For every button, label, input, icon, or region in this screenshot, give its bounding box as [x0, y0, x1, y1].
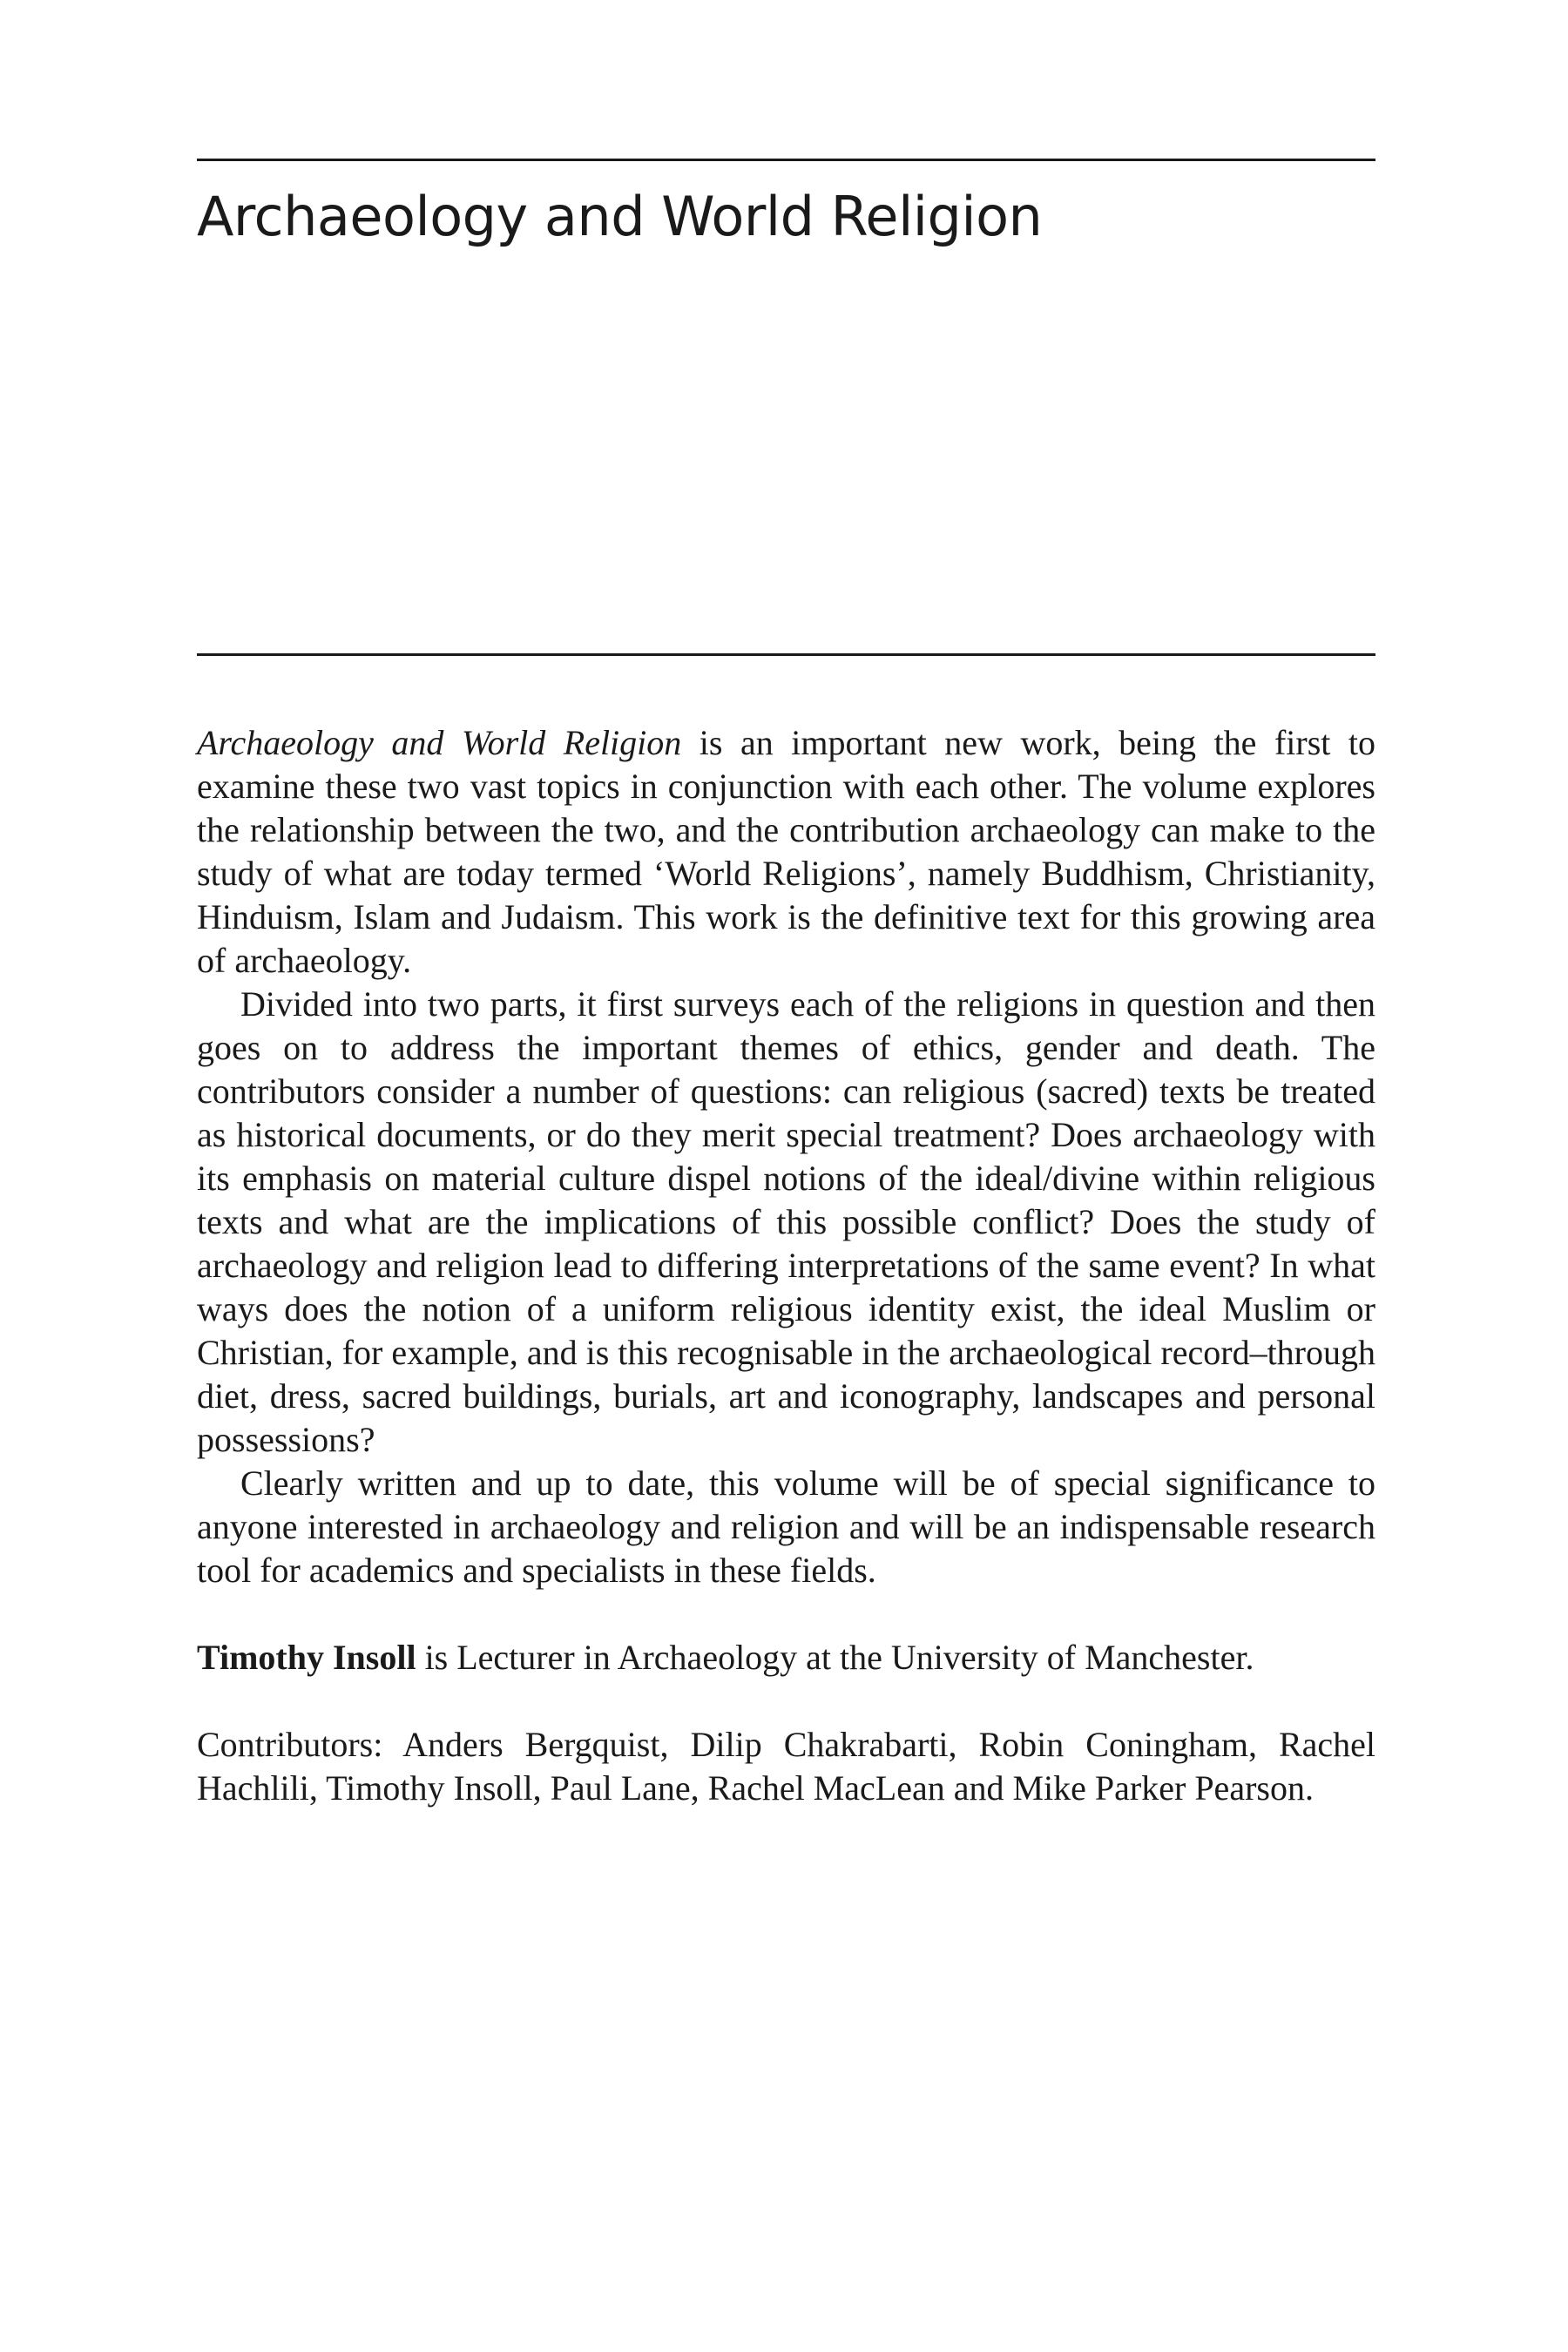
page-title: Archaeology and World Religion: [197, 185, 1043, 248]
bottom-rule: [197, 653, 1375, 656]
blurb-paragraph-1-text: is an important new work, being the first to examine these two vast topics in conjunction with each other. The volume explores the relationship between the two, and the contribution archaeology can make to the study of what are today termed ‘World Religions’, namely Buddhism, Christianity, Hinduism, Islam and Judaism. This work is the definitive text for this growing area of archaeology.: [197, 723, 1376, 980]
blurb-text: [197, 721, 1375, 1810]
author-name: Timothy Insoll: [197, 1638, 416, 1677]
top-rule: [197, 159, 1375, 161]
blurb-paragraph-2: Divided into two parts, it first surveys each of the religions in question and then goes on to address the important themes of ethics, gender and death. The contributors consider a number of questions: can religious (sacred) texts be treated as historical documents, or do they merit special treatment? Does archaeology with its emphasis on material culture dispel notions of the ideal/divine within religious texts and what are the implications of this possible conflict? Does the study of archaeology and religion lead to differing interpretations of the same event? In what ways does the notion of a uniform religious identity exist, the ideal Muslim or Christian, for example, and is this recognisable in the archaeological record–through diet, dress, sacred buildings, burials, art and iconography, landscapes and personal possessions?: [197, 984, 1375, 1459]
author-note: [197, 1636, 1375, 1680]
contributors-list: Contributors: Anders Bergquist, Dilip Chakrabarti, Robin Coningham, Rachel Hachlili, Timothy Insoll, Paul Lane, Rachel MacLean and Mike Parker Pearson.: [197, 1725, 1375, 1808]
author-bio: is Lecturer in Archaeology at the University of Manchester.: [416, 1638, 1254, 1677]
blurb-paragraph-1: [197, 721, 1375, 983]
blurb-paragraph-3: Clearly written and up to date, this volume will be of special significance to anyone interested in archaeology and religion and will be an indispensable research tool for academics and specialists in these fields.: [197, 1463, 1375, 1590]
book-title-italic: Archaeology and World Religion: [197, 723, 682, 762]
